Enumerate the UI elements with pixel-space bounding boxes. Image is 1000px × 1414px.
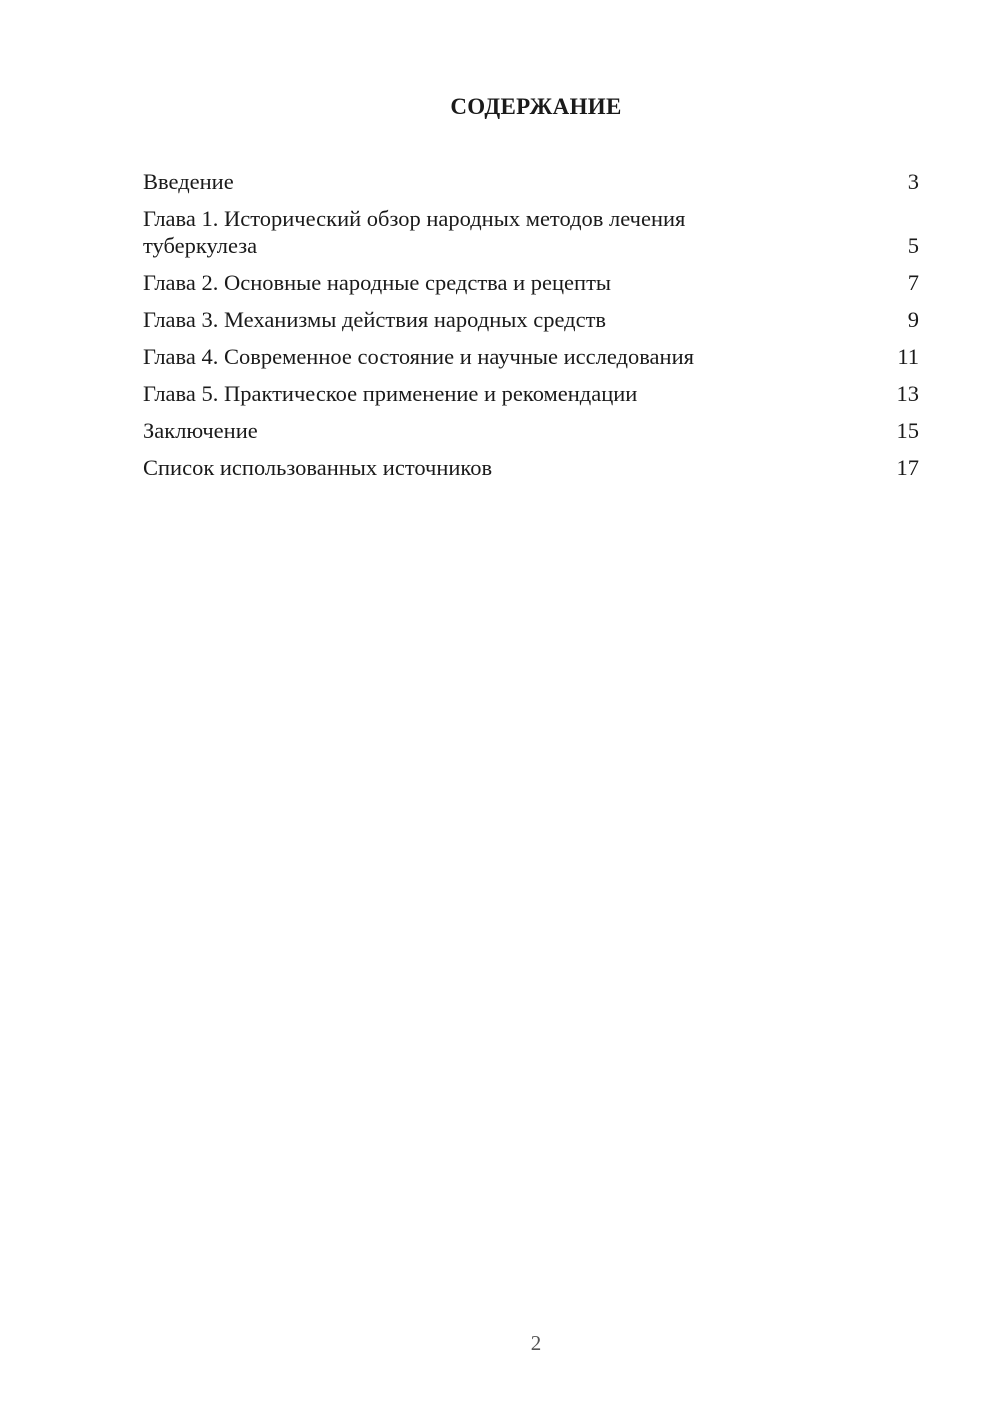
- toc-entry-label: Глава 1. Исторический обзор народных методов лечения туберкулеза: [143, 206, 686, 258]
- toc-entry-page-number: 3: [907, 169, 919, 194]
- toc-entry-page-number: 5: [907, 233, 919, 258]
- toc-entry-page-number: 9: [907, 307, 919, 332]
- toc-entry-page-number: 7: [907, 270, 919, 295]
- toc-entry-label: Глава 2. Основные народные средства и рецепты: [143, 270, 612, 295]
- toc-entry-chapter-4: [143, 343, 919, 370]
- toc-entry-label: Список использованных источников: [143, 455, 493, 480]
- page-number: 2: [530, 1331, 542, 1355]
- toc-entry-page-number: 15: [896, 418, 919, 443]
- toc-entry-label: Глава 5. Практическое применение и рекомендации: [143, 381, 638, 406]
- toc-entry-conclusion: [143, 417, 919, 444]
- toc-entry-chapter-1: [143, 205, 919, 259]
- toc-entry-label: Глава 3. Механизмы действия народных средств: [143, 307, 607, 332]
- toc-entry-page-number: 17: [896, 455, 919, 480]
- toc-entry-label: Глава 4. Современное состояние и научные исследования: [143, 344, 694, 369]
- table-of-contents: [143, 168, 919, 491]
- page-title: СОДЕРЖАНИЕ: [450, 94, 622, 119]
- toc-entry-introduction: [143, 168, 919, 195]
- toc-entry-page-number: 13: [896, 381, 919, 406]
- toc-entry-label: Заключение: [143, 418, 258, 443]
- toc-entry-chapter-5: [143, 380, 919, 407]
- toc-entry-page-number: 11: [897, 344, 919, 369]
- toc-entry-references: [143, 454, 919, 481]
- toc-entry-chapter-2: [143, 269, 919, 296]
- toc-entry-chapter-3: [143, 306, 919, 333]
- toc-entry-label: Введение: [143, 169, 234, 194]
